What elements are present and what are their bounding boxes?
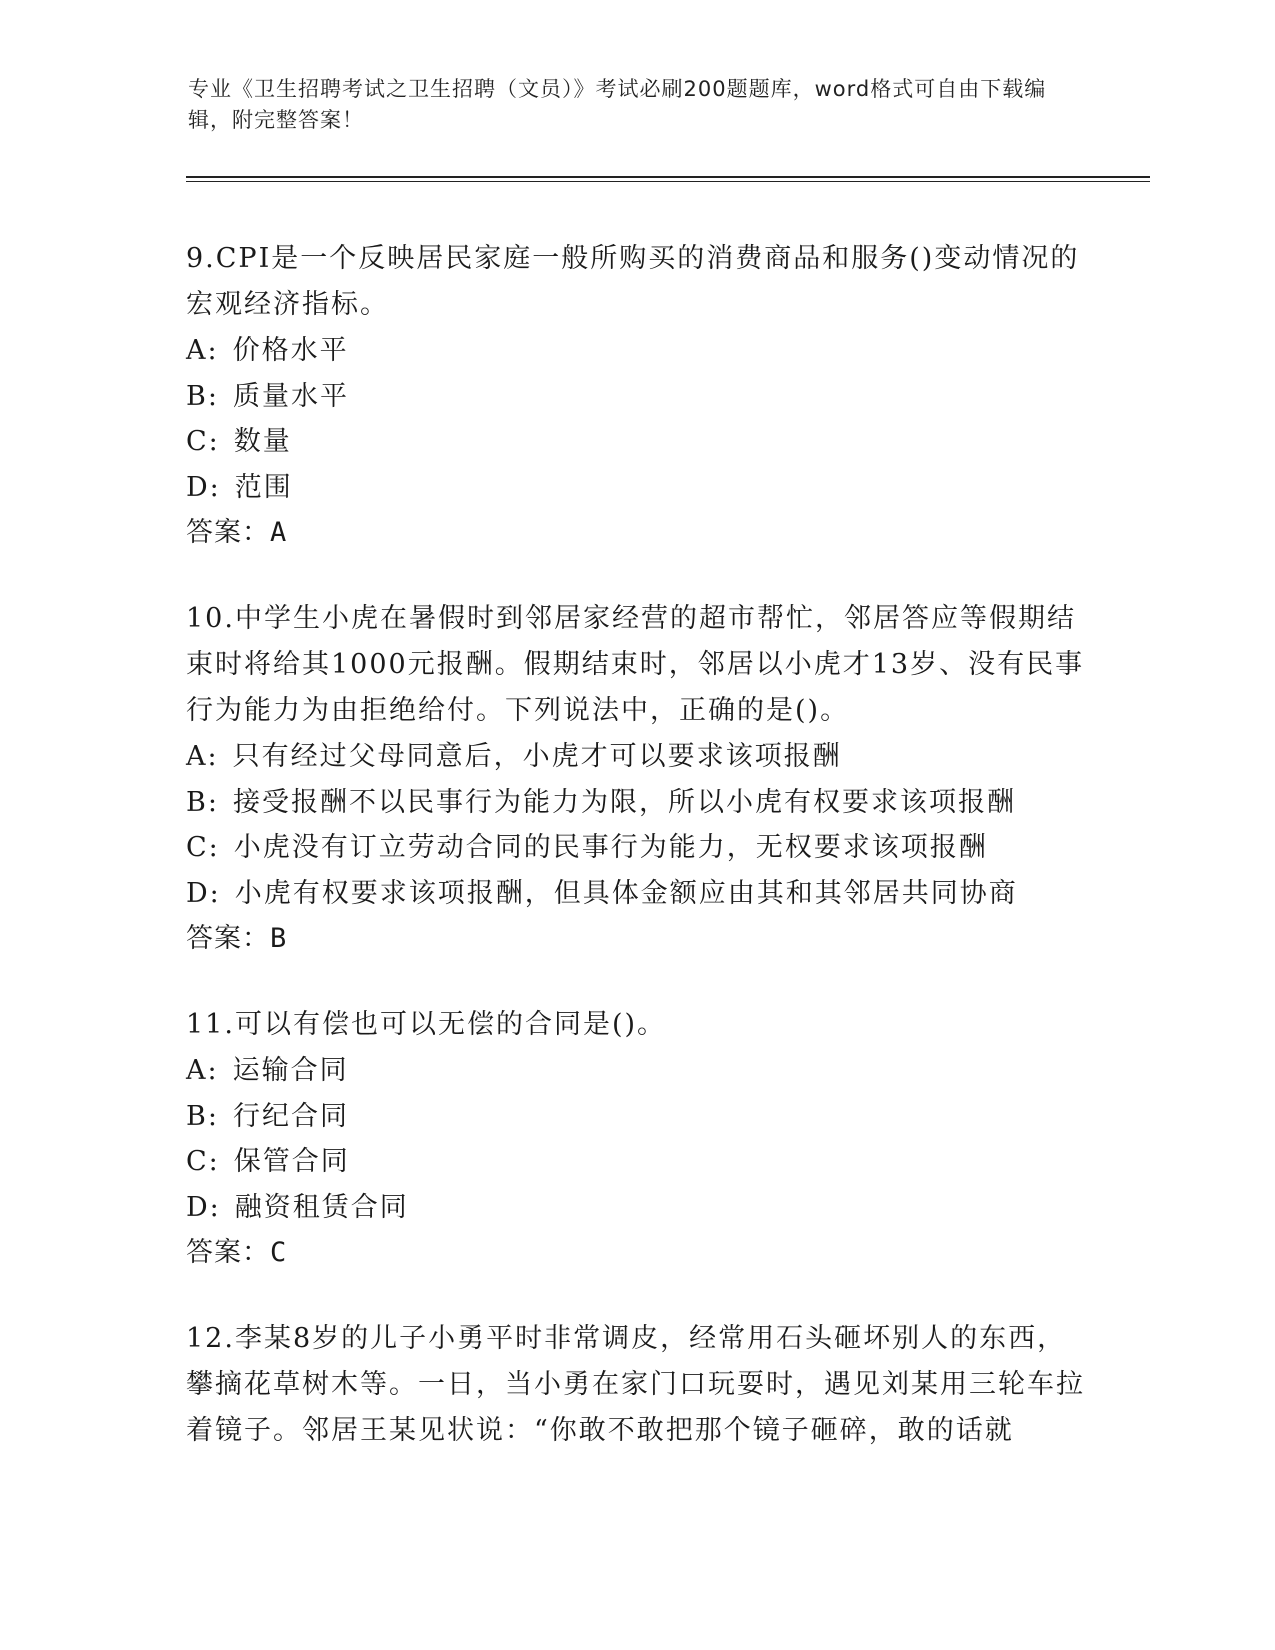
option-letter: A: — [186, 335, 219, 366]
option-letter: D: — [186, 471, 221, 503]
option-letter: C: — [186, 1146, 220, 1177]
answer-label: 答案： — [186, 517, 270, 548]
option-text: 范围 — [234, 471, 293, 503]
question-option — [186, 419, 1086, 465]
option-text: 质量水平 — [232, 380, 349, 412]
option-text: 保管合同 — [233, 1146, 350, 1177]
document-header — [188, 74, 1068, 136]
option-letter: B: — [186, 1100, 219, 1132]
question-option — [186, 374, 1086, 420]
option-letter: A: — [186, 741, 219, 772]
question-list — [186, 236, 1086, 1494]
question-item — [186, 596, 1086, 962]
option-text: 只有经过父母同意后，小虎才可以要求该项报酬 — [232, 741, 842, 772]
question-option — [186, 1139, 1086, 1185]
question-text: 11.可以有偿也可以无偿的合同是()。 — [186, 1009, 667, 1040]
answer-value: C — [270, 1237, 288, 1268]
question-option — [186, 1185, 1086, 1231]
answer-label: 答案： — [186, 1237, 270, 1268]
answer-line — [186, 510, 1086, 556]
option-text: 小虎有权要求该项报酬，但具体金额应由其和其邻居共同协商 — [234, 877, 1018, 909]
question-option — [186, 780, 1086, 826]
header-divider-thick — [186, 176, 1150, 178]
answer-line — [186, 1230, 1086, 1276]
question-option — [186, 871, 1086, 917]
question-text: 9.CPI是一个反映居民家庭一般所购买的消费商品和服务()变动情况的宏观经济指标。 — [186, 243, 1080, 320]
option-letter: B: — [186, 380, 219, 412]
question-item — [186, 1002, 1086, 1276]
option-letter: A: — [186, 1055, 219, 1086]
option-text: 数量 — [233, 426, 292, 457]
question-text: 12.李某8岁的儿子小勇平时非常调皮，经常用石头砸坏别人的东西，攀摘花草树木等。一日，当小勇在家门口玩耍时，遇见刘某用三轮车拉着镜子。邻居王某见状说：“你敢不敢把那个镜子砸碎，敢的话就 — [186, 1323, 1085, 1446]
option-letter: C: — [186, 832, 220, 863]
answer-value: B — [270, 923, 288, 954]
header-divider-thin — [186, 181, 1150, 182]
question-option — [186, 734, 1086, 780]
option-text: 运输合同 — [232, 1055, 349, 1086]
question-option — [186, 1048, 1086, 1094]
option-text: 价格水平 — [232, 335, 349, 366]
option-letter: D: — [186, 1191, 221, 1223]
answer-label: 答案： — [186, 923, 270, 954]
question-option — [186, 328, 1086, 374]
option-letter: C: — [186, 426, 220, 457]
question-text: 10.中学生小虎在暑假时到邻居家经营的超市帮忙，邻居答应等假期结束时将给其1000元报酬。假期结束时，邻居以小虎才13岁、没有民事行为能力为由拒绝给付。下列说法中，正确的是()。 — [186, 603, 1085, 726]
question-option — [186, 1094, 1086, 1140]
option-text: 接受报酬不以民事行为能力为限，所以小虎有权要求该项报酬 — [232, 786, 1016, 818]
option-letter: D: — [186, 877, 221, 909]
header-text: 专业《卫生招聘考试之卫生招聘（文员）》考试必刷200题题库，word格式可自由下载编辑，附完整答案！ — [188, 77, 1047, 132]
option-text: 小虎没有订立劳动合同的民事行为能力，无权要求该项报酬 — [233, 832, 988, 863]
question-option — [186, 825, 1086, 871]
question-item — [186, 236, 1086, 556]
answer-line — [186, 916, 1086, 962]
option-letter: B: — [186, 786, 219, 818]
option-text: 行纪合同 — [232, 1100, 349, 1132]
option-text: 融资租赁合同 — [234, 1191, 409, 1223]
answer-value: A — [270, 517, 288, 548]
question-item — [186, 1316, 1086, 1454]
question-option — [186, 465, 1086, 511]
